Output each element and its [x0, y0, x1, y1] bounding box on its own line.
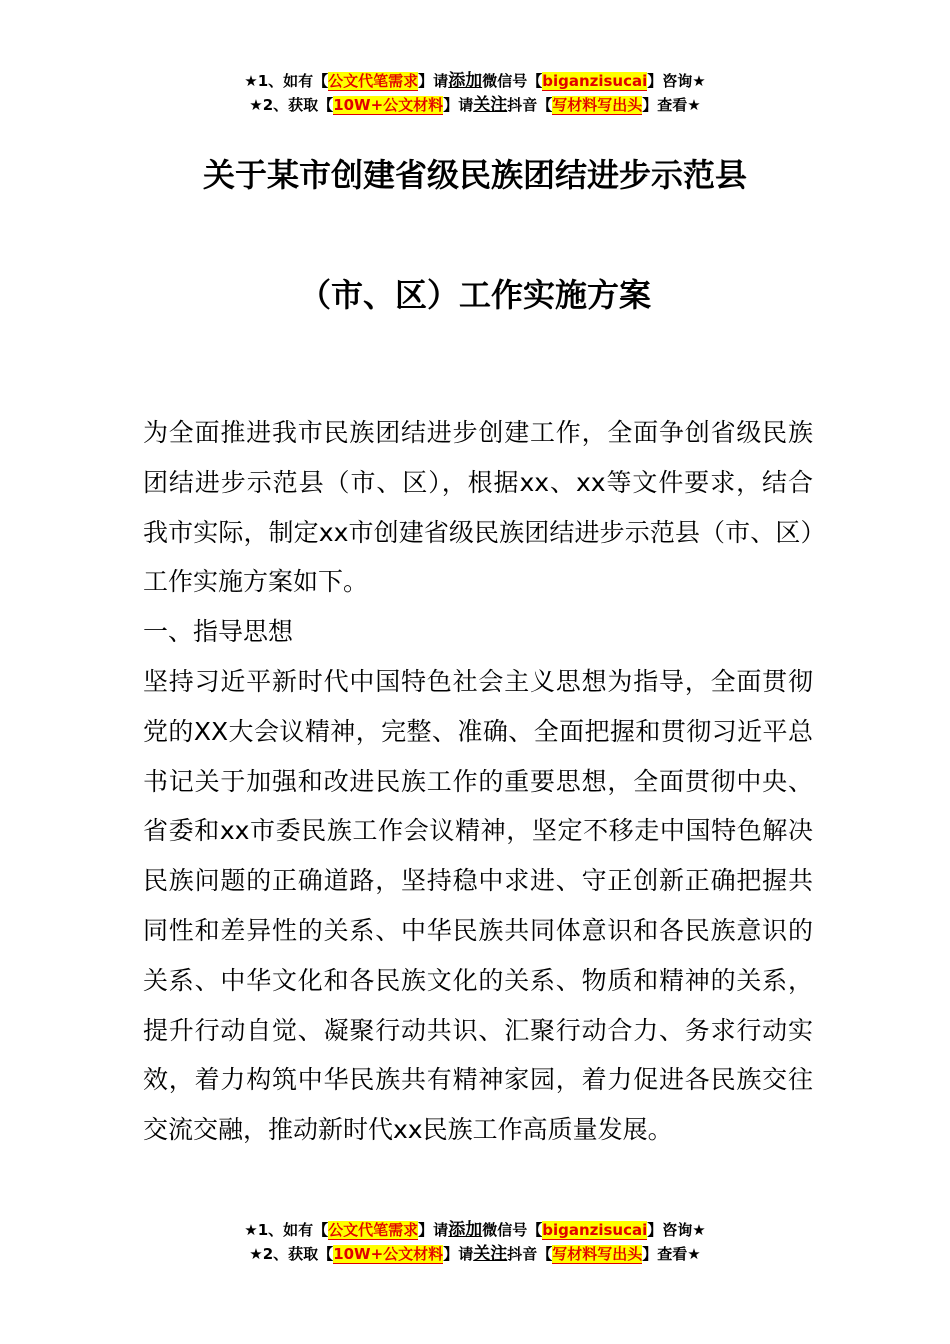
document-title-line-1: 关于某市创建省级民族团结进步示范县: [202, 156, 747, 194]
paragraph-guiding-thought: 坚持习近平新时代中国特色社会主义思想为指导，全面贯彻党的XX大会议精神，完整、准确、全面把握和贯彻习近平总书记关于加强和改进民族工作的重要思想，全面贯彻中央、省委和xx市委民族工作会议精神，坚定不移走中国特色解决民族问题的正确道路，坚持稳中求进、守正创新正确把握共同性和差异性的关系、中华民族共同体意识和各民族意识的关系、中华文化和各民族文化的关系、物质和精神的关系，提升行动自觉、凝聚行动共识、汇聚行动合力、务求行动实效，着力构筑中华民族共有精神家园，着力促进各民族交往交流交融，推动新时代xx民族工作高质量发展。: [143, 666, 813, 1145]
document-body: [143, 408, 813, 1155]
promo-line-2: ★2、获取【10W+公文材料】请关注抖音【写材料写出头】查看★: [249, 1244, 701, 1264]
paragraph-intro: 为全面推进我市民族团结进步创建工作，全面争创省级民族团结进步示范县（市、区），根据xx、xx等文件要求，结合我市实际，制定xx市创建省级民族团结进步示范县（市、区）工作实施方案如下。: [143, 418, 813, 597]
promo-line-2: ★2、获取【10W+公文材料】请关注抖音【写材料写出头】查看★: [249, 95, 701, 115]
promo-banner-bottom: [0, 1218, 950, 1266]
section-heading: 一、指导思想: [143, 617, 294, 647]
promo-banner-top: [0, 69, 950, 117]
promo-line-1: ★1、如有【公文代笔需求】请添加微信号【biganzisucai】咨询★: [244, 1220, 706, 1240]
promo-line-1: ★1、如有【公文代笔需求】请添加微信号【biganzisucai】咨询★: [244, 71, 706, 91]
document-title-line-2: （市、区）工作实施方案: [298, 276, 651, 314]
